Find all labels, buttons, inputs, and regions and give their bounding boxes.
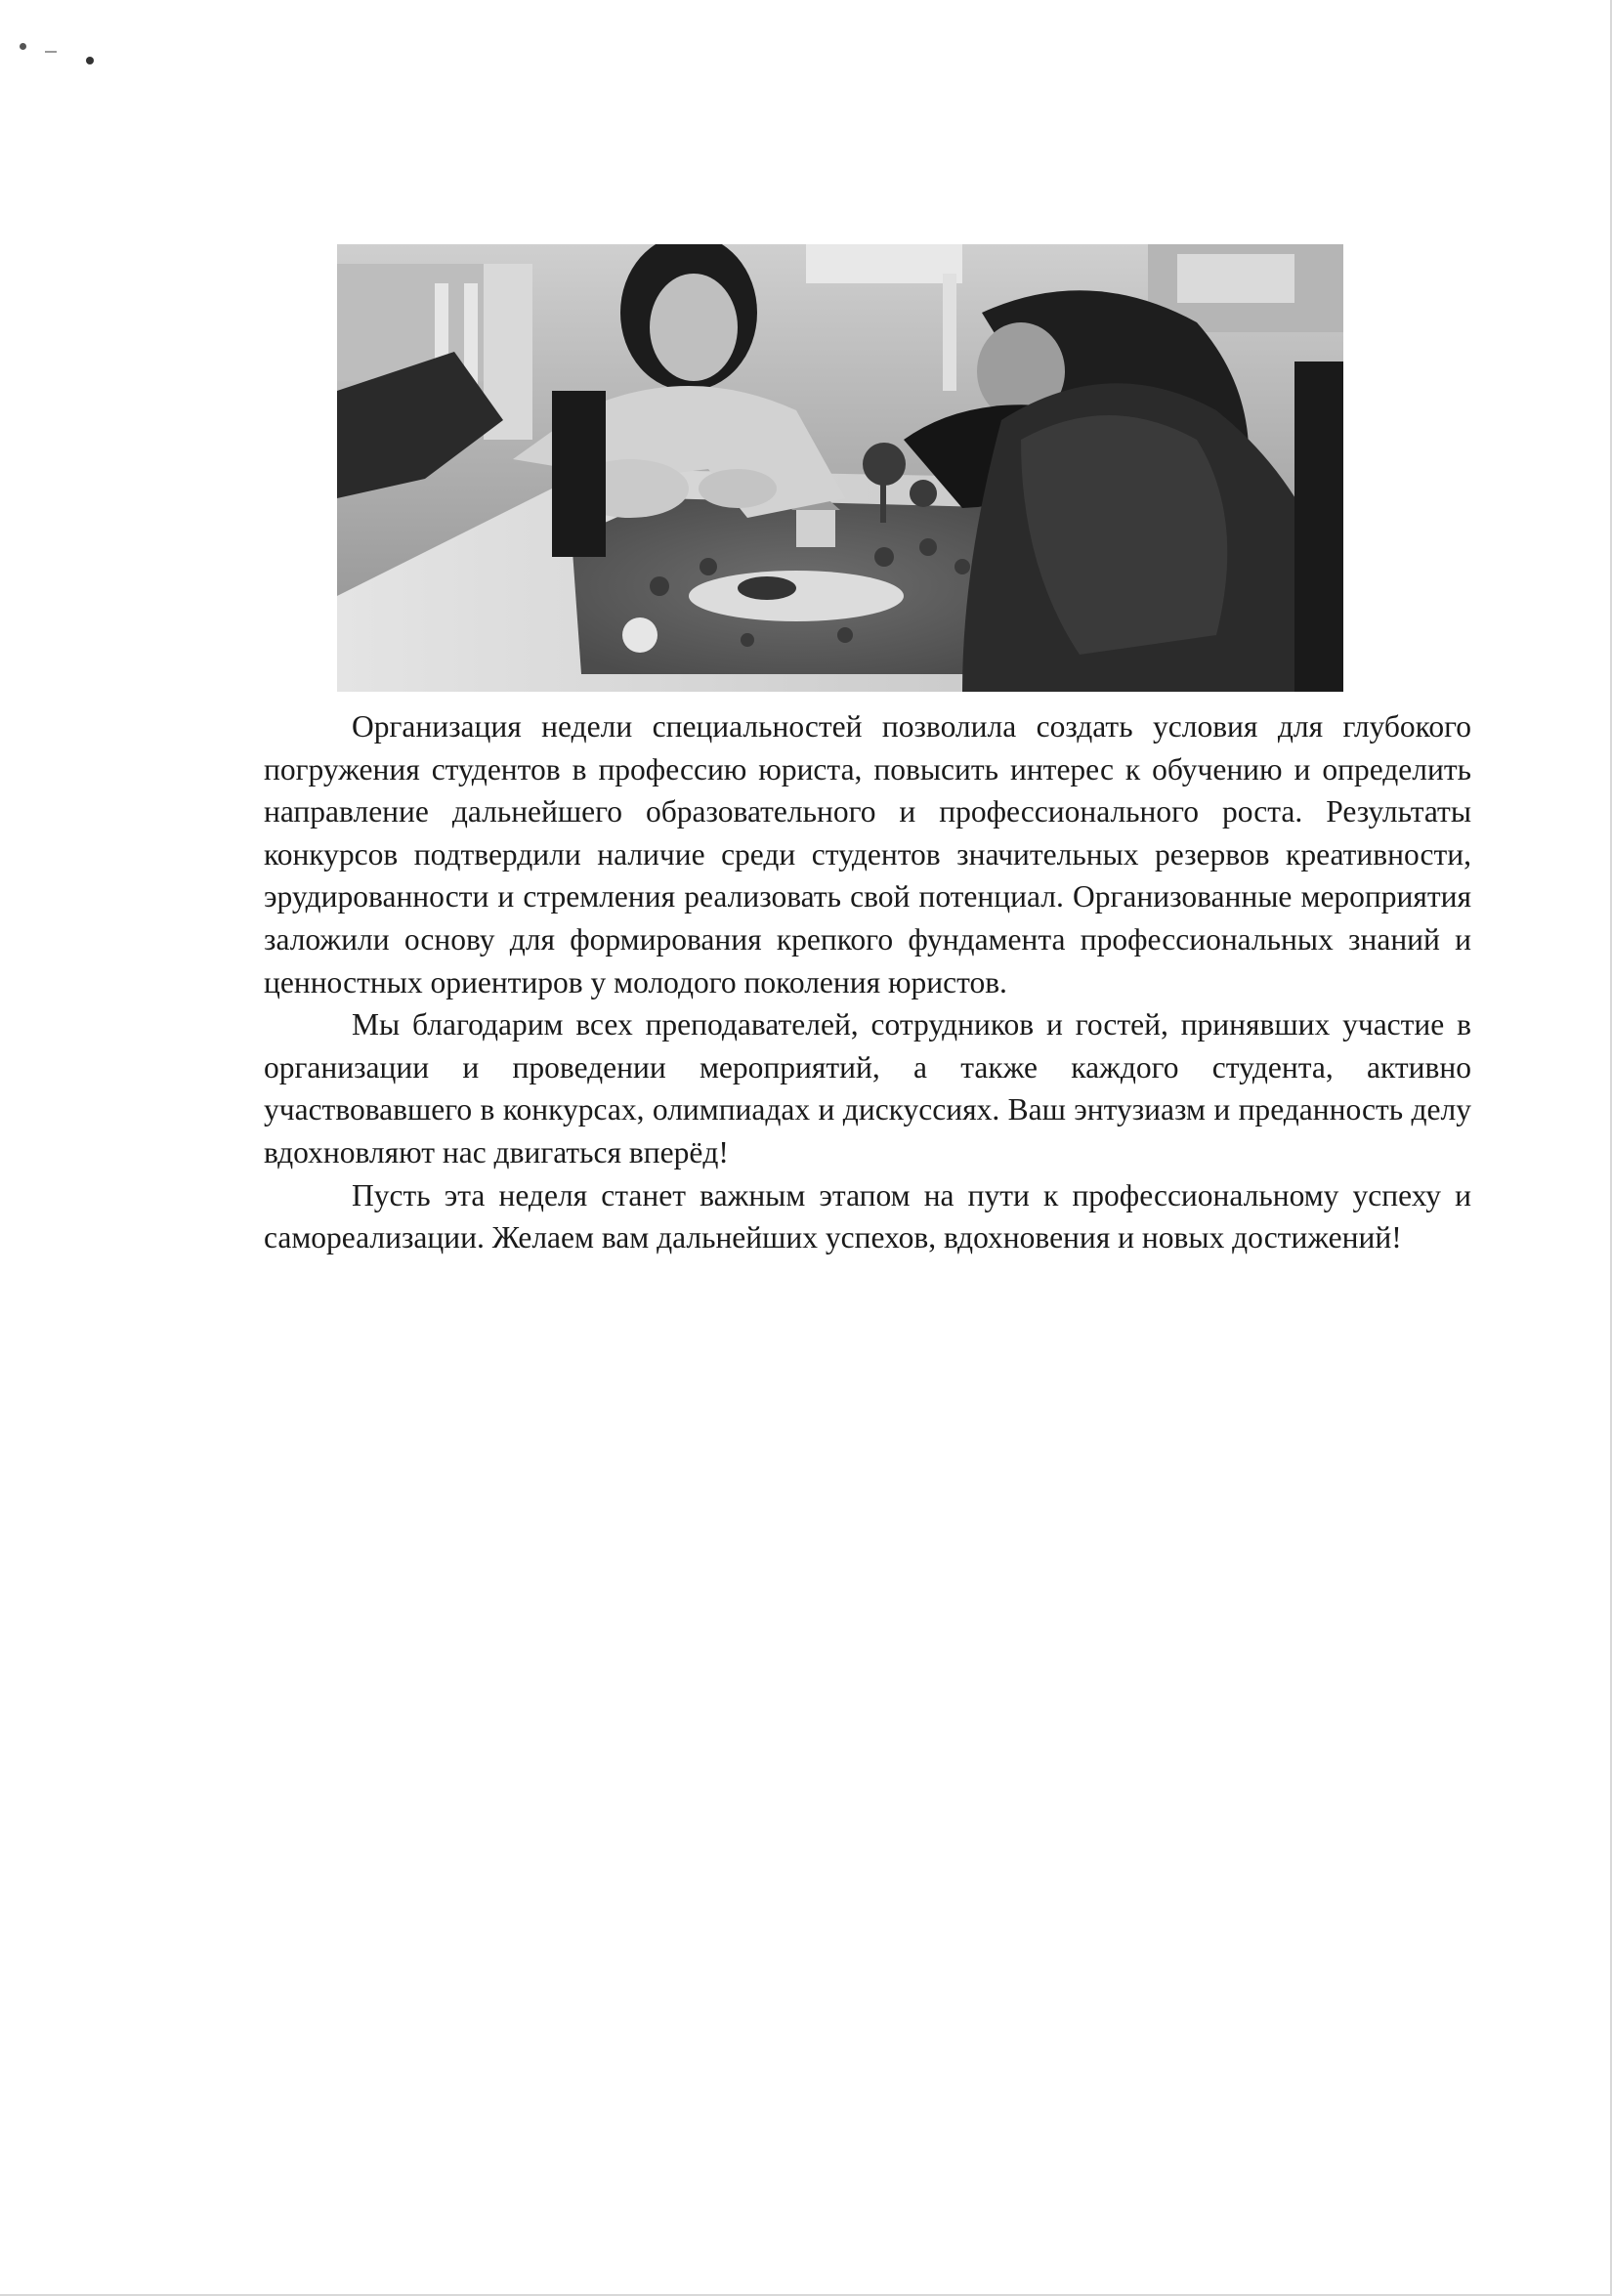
scan-artifact-dot <box>20 43 26 50</box>
event-photo-image <box>337 244 1343 692</box>
paragraph: Организация недели специальностей позволила создать условия для глубокого погружения студентов в профессию юриста, повысить интерес к обучению и определить направление дальнейшего образовательного и профессионального роста. Результаты конкурсов подтвердили наличие среди студентов значительных резервов креативности, эрудированности и стремления реализовать свой потенциал. Организованные мероприятия заложили основу для формирования крепкого фундамента профессиональных знаний и ценностных ориентиров у молодого поколения юристов. <box>264 709 1471 999</box>
event-photo <box>337 244 1343 692</box>
document-body <box>264 705 1471 1259</box>
scan-artifact-dot <box>86 57 94 64</box>
paragraph: Пусть эта неделя станет важным этапом на пути к профессиональному успеху и самореализации. Желаем вам дальнейших успехов, вдохновения и новых достижений! <box>264 1177 1471 1255</box>
scan-artifact-dash <box>45 51 57 53</box>
paragraph: Мы благодарим всех преподавателей, сотрудников и гостей, принявших участие в организации и проведении мероприятий, а также каждого студента, активно участвовавшего в конкурсах, олимпиадах и дискуссиях. Ваш энтузиазм и преданность делу вдохновляют нас двигаться вперёд! <box>264 1007 1471 1169</box>
